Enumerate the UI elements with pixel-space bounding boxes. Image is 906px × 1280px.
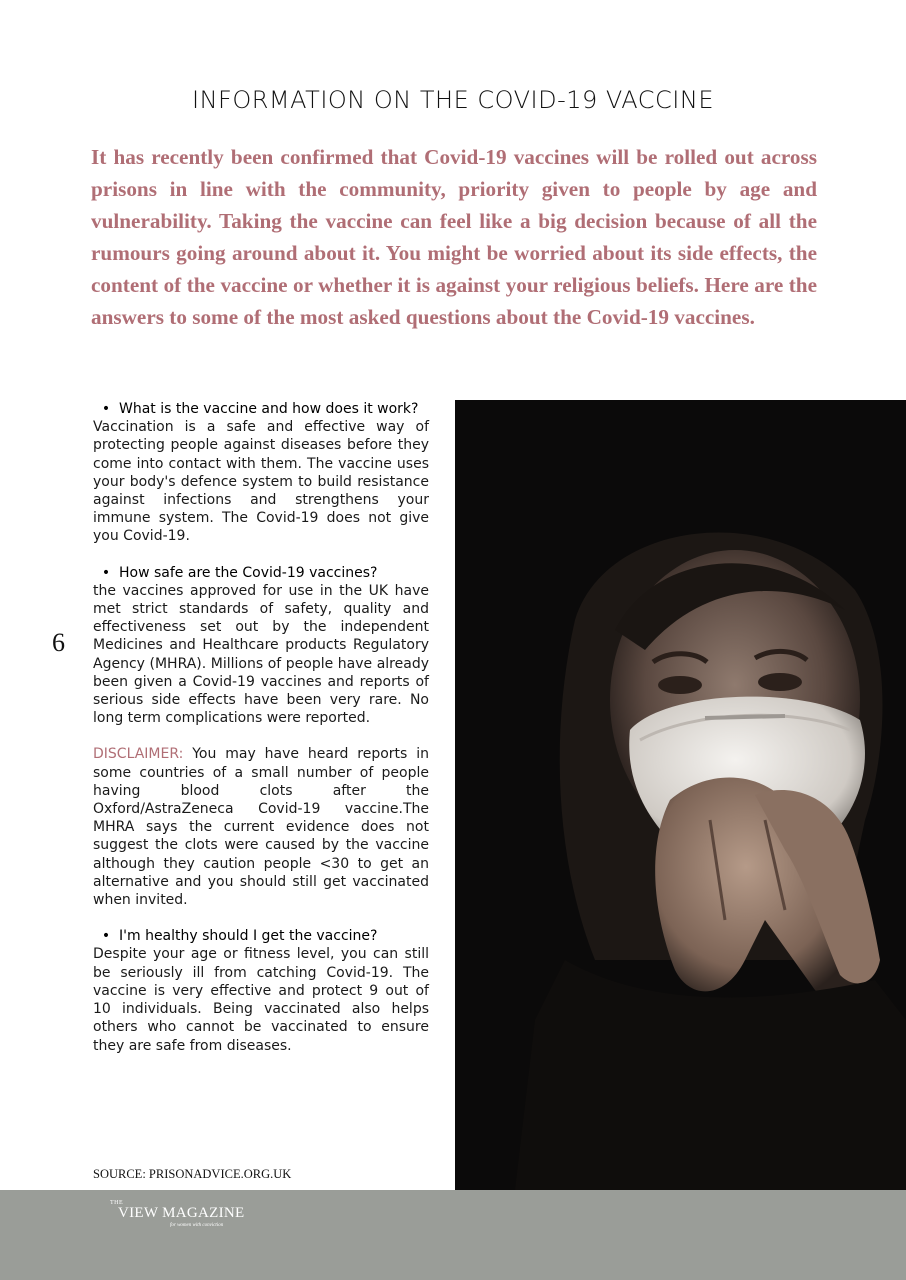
bullet-icon: • xyxy=(101,928,111,945)
disclaimer xyxy=(93,745,429,909)
question-1 xyxy=(93,400,429,418)
photo-illustration xyxy=(455,400,906,1190)
question-2 xyxy=(93,564,429,582)
logo-name: VIEW MAGAZINE xyxy=(118,1205,245,1221)
logo-the: THE xyxy=(110,1200,124,1206)
disclaimer-label: DISCLAIMER: xyxy=(93,746,184,763)
article-column xyxy=(93,400,429,1055)
logo-tagline: for women with conviction xyxy=(170,1223,224,1228)
bullet-icon: • xyxy=(101,401,111,417)
masked-woman-photo xyxy=(455,400,906,1190)
answer-3: Despite your age or fitness level, you can still be seriously ill from catching Covid-19. The vaccine is very effective and protect 9 out of 10 individuals. Being vaccinated also helps others who cannot be vaccinated to ensure they are safe from diseases. xyxy=(93,946,429,1054)
bullet-icon: • xyxy=(101,564,111,581)
disclaimer-text: You may have heard reports in some countries of a small number of people having blood clots after the Oxford/AstraZeneca Covid-19 vaccine.The MHRA says the current evidence does not suggest the clots were caused by the vaccine although they caution people <30 to get an alternative and you should still get vaccinated when invited. xyxy=(93,746,429,909)
answer-1: Vaccination is a safe and effective way of protecting people against diseases before they come into contact with them. The vaccine uses your body's defence system to build resistance against infections and strengthens your immune system. The Covid-19 does not give you Covid-19. xyxy=(93,419,429,545)
footer-bar xyxy=(0,1190,906,1280)
question-3-text: I'm healthy should I get the vaccine? xyxy=(119,928,378,945)
page-number: 6 xyxy=(52,628,65,657)
page-title: INFORMATION ON THE COVID-19 VACCINE xyxy=(192,86,714,114)
source-credit: SOURCE: PRISONADVICE.ORG.UK xyxy=(93,1167,292,1181)
question-2-text: How safe are the Covid-19 vaccines? xyxy=(119,564,378,581)
question-1-text: What is the vaccine and how does it work? xyxy=(119,401,419,417)
answer-2: the vaccines approved for use in the UK have met strict standards of safety, quality and effectiveness set out by the independent Medicines and Healthcare products Regulatory Agency (MHRA). Millions of people have already been given a Covid-19 vaccines and reports of serious side effects have been very rare. No long term complications were reported. xyxy=(93,582,429,727)
intro-paragraph: It has recently been confirmed that Covid-19 vaccines will be rolled out across prisons in line with the community, priority given to people by age and vulnerability. Taking the vaccine can feel like a big decision because of all the rumours going around about it. You might be worried about its side effects, the content of the vaccine or whether it is against your religious beliefs. Here are the answers to some of the most asked questions about the Covid-19 vaccines. xyxy=(91,145,817,329)
question-3 xyxy=(93,927,429,945)
